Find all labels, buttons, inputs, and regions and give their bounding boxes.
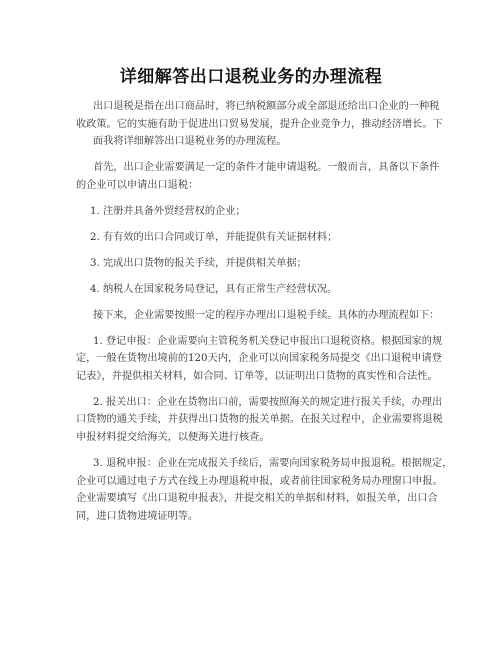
intro-paragraph [76,98,443,151]
document-body [76,98,453,534]
intro-line: 收政策。它的实施有助于促进出口贸易发展，提升企业竞争力，推动经济增长。下 [76,118,443,130]
step-line: 同，进口货物进境证明等。 [76,510,199,522]
condition-item: 1. 注册并具备外贸经营权的企业； [90,205,246,217]
step-line: 口货物的通关手续，并获得出口货物的报关单据。在报关过程中，企业需要将退税 [76,414,443,426]
step-line: 申报材料提交给海关，以便海关进行核查。 [76,432,270,444]
step-paragraph [76,394,443,447]
document-title: 详细解答出口退税业务的办理流程 [119,67,383,87]
step-line: 记表》，并提供相关材料，如合同、订单等，以证明出口货物的真实性和合法性。 [76,370,438,382]
conditions-intro-line: 首先，出口企业需要满足一定的条件才能申请退税。一般而言，具备以下条件 [93,162,440,174]
intro-line: 出口退税是指在出口商品时，将已纳税额部分或全部退还给出口企业的一种税 [93,101,440,112]
intro-line: 面我将详细解答出口退税业务的办理流程。 [93,136,287,148]
condition-item: 4. 纳税人在国家税务局登记，具有正常生产经营状况。 [90,283,338,295]
condition-item: 3. 完成出口货物的报关手续，并提供相关单据； [90,257,307,269]
step-paragraph [76,333,443,386]
conditions-intro-line: 的企业可以申请出口退税： [76,179,199,191]
step-line: 企业需要填写《出口退税申报表》，并提交相关的单据和材料，如报关单，出口合 [76,493,438,505]
step-line: 3. 退税申报：企业在完成报关手续后，需要向国家税务局申报退税。根据规定， [93,458,453,470]
step-line: 定，一般在货物出境前的120天内，企业可以向国家税务局提交《出口退税申请登 [76,353,442,365]
step-line: 企业可以通过电子方式在线上办理退税申报，或者前往国家税务局办理窗口申报。 [76,475,443,487]
step-line: 2. 报关出口：企业在货物出口前，需要按照海关的规定进行报关手续，办理出 [93,396,443,408]
condition-item: 2. 有有效的出口合同或订单，并能提供有关证据材料； [90,231,338,243]
process-intro-paragraph: 接下来，企业需要按照一定的程序办理出口退税手续。具体的办理流程如下： [93,309,440,321]
conditions-intro-paragraph [76,159,440,194]
step-paragraph [76,455,453,525]
step-line: 1. 登记申报：企业需要向主管税务机关登记申报出口退税资格。根据国家的规 [93,335,443,347]
